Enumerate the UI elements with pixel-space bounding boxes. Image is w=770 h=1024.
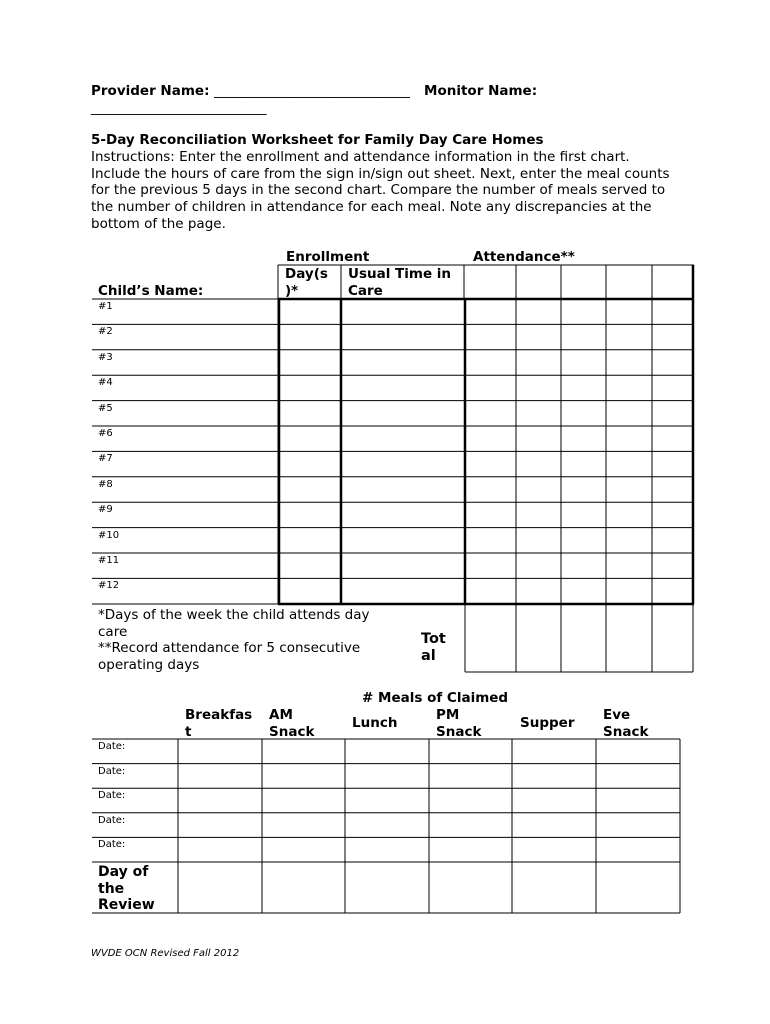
childs-name-header: Child’s Name:	[98, 283, 204, 299]
usual-time-header: Usual Time in Care	[348, 266, 452, 299]
footer-text: WVDE OCN Revised Fall 2012	[91, 948, 240, 959]
date-row-label: Date:	[98, 741, 126, 752]
col-eve-snack: Eve Snack	[603, 707, 649, 740]
child-row-label: #5	[98, 402, 113, 414]
table2-row-lines	[92, 764, 680, 862]
monitor-name-label: Monitor Name:	[424, 83, 538, 99]
child-row-label: #11	[98, 555, 120, 566]
attendance-header: Attendance**	[473, 249, 575, 265]
child-row-label: #2	[98, 326, 113, 338]
enrollment-header: Enrollment	[286, 249, 370, 265]
days-header: Day(s )*	[285, 266, 328, 299]
col-pm-snack: PM Snack	[436, 707, 482, 740]
child-row-label: #7	[98, 453, 113, 465]
child-row-label: #12	[98, 580, 120, 592]
provider-name-label: Provider Name:	[91, 83, 210, 99]
date-row-label: Date:	[98, 814, 126, 826]
col-lunch: Lunch	[352, 715, 398, 731]
total-row-grid	[465, 604, 693, 672]
total-label: Tot al	[421, 631, 446, 664]
child-row-label: #4	[98, 377, 113, 389]
provider-name-blank[interactable]: _____________________________	[214, 83, 410, 99]
child-row-label: #8	[98, 478, 113, 490]
col-supper: Supper	[520, 715, 575, 731]
attendance-note: **Record attendance for 5 consecutive operating days	[98, 640, 361, 673]
days-note: *Days of the week the child attends day care	[98, 607, 370, 640]
table1-row-lines	[92, 324, 693, 578]
child-row-label: #1	[98, 301, 113, 312]
col-am-snack: AM Snack	[269, 707, 315, 740]
monitor-name-blank[interactable]: __________________________	[91, 100, 267, 116]
child-row-label: #6	[98, 428, 113, 439]
table2-grid	[92, 739, 680, 913]
worksheet-title: 5-Day Reconciliation Worksheet for Family Day Care Homes	[91, 132, 544, 148]
child-row-label: #3	[98, 351, 113, 363]
meals-claimed-header: # Meals of Claimed	[362, 690, 509, 706]
instructions: Instructions: Enter the enrollment and attendance information in the first chart. Include the hours of care from the sign in/sign out sheet. Next, enter the meal counts for the previous 5 days in the second chart. Compare the number of meals served to the number of children in attendance for each meal. Note any discrepancies at the bottom of the page.	[91, 149, 670, 232]
date-row-label: Date:	[98, 765, 126, 777]
col-breakfast: Breakfas t	[185, 707, 253, 740]
child-row-label: #9	[98, 504, 113, 516]
date-row-label: Date:	[98, 790, 126, 802]
day-of-review-label: Day of the Review	[98, 864, 155, 913]
child-row-label: #10	[98, 529, 120, 541]
date-row-label: Date:	[98, 839, 126, 851]
